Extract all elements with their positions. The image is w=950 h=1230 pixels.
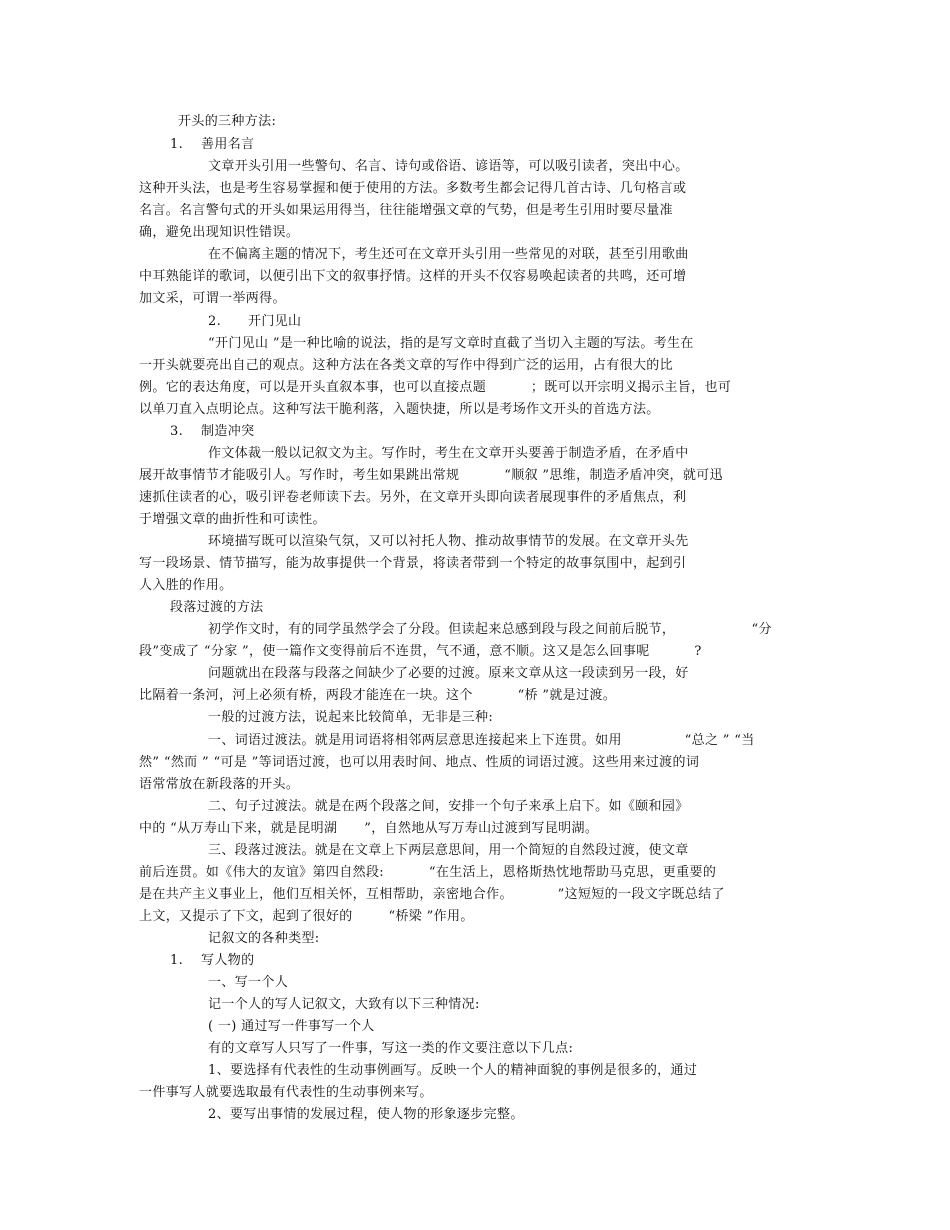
paragraph-line: 例。它的表达角度，可以是开头直叙本事，也可以直接点题 ；既可以开宗明义揭示主旨，也可 [139,380,732,395]
paragraph-line: 作文体裁一般以记叙文为主。写作时，考生在文章开头要善于制造矛盾，在矛盾中 [208,446,689,461]
paragraph-line: 语常常放在新段落的开头。 [139,777,300,792]
paragraph-line: 2、要写出事情的发展过程，使人物的形象逐步完整。 [208,1107,524,1122]
heading-opening-methods: 开头的三种方法: [178,114,277,129]
heading-narrative-types: 记叙文的各种类型: [208,931,320,946]
paragraph-line: 环境描写既可以渲染气氛，又可以衬托人物、推动故事情节的发展。在文章开头先 [208,534,689,549]
paragraph-line: 确，避免出现知识性错误。 [139,225,300,240]
paragraph-line: “开门见山 ”是一种比喻的说法，指的是写文章时直截了当切入主题的写法。考生在 [208,336,694,351]
subheading-famous-quotes: 1. 善用名言 [170,137,255,152]
paragraph-line: 于增强文章的曲折性和可读性。 [139,512,326,527]
paragraph-line: 记一个人的写人记叙文，大致有以下三种情况: [208,997,480,1012]
paragraph-line: 写一段场景、情节描写，能为故事提供一个背景，将读者带到一个特定的故事氛围中，起到引 [139,556,687,571]
paragraph-line: 一开头就要亮出自己的观点。这种方法在各类文章的写作中得到广泛的运用，占有很大的比 [139,358,674,373]
paragraph-line: 上文，又提示了下文，起到了很好的 “桥梁 ”作用。 [139,909,474,924]
paragraph-line: 有的文章写人只写了一件事，写这一类的作文要注意以下几点: [208,1041,574,1056]
paragraph-line: 名言。名言警句式的开头如果运用得当，往往能增强文章的气势，但是考生引用时要尽量准 [139,203,674,218]
subheading-create-conflict: 3. 制造冲突 [170,424,255,439]
paragraph-line: 中的 “从万寿山下来，就是昆明湖 ”，自然地从写万寿山过渡到写昆明湖。 [139,821,599,836]
heading-paragraph-transitions: 段落过渡的方法 [170,600,264,615]
paragraph-line: 前后连贯。如《伟大的友谊》第四自然段: “在生活上，恩格斯热忱地帮助马克思，更重要的 [139,865,717,880]
subheading-straight-to-point: 2. 开门见山 [208,314,302,329]
paragraph-line: 在不偏离主题的情况下，考生还可在文章开头引用一些常见的对联，甚至引用歌曲 [208,247,689,262]
paragraph-line: 一般的过渡方法，说起来比较简单，无非是三种: [208,710,494,725]
paragraph-line: 问题就出在段落与段落之间缺少了必要的过渡。原来文章从这一段读到另一段，好 [208,666,689,681]
paragraph-line: 一、词语过渡法。就是用词语将相邻两层意思连接起来上下连贯。如用 “总之 ” “当 [208,733,755,748]
paragraph-line: 是在共产主义事业上，他们互相关怀，互相帮助，亲密地合作。 ”这短短的一段文字既总结了 [139,887,725,902]
paragraph-line: 二、句子过渡法。就是在两个段落之间，安排一个句子来承上启下。如《颐和园》 [208,799,689,814]
paragraph-line: 三、段落过渡法。就是在文章上下两层意思间，用一个简短的自然段过渡，使文章 [208,843,689,858]
paragraph-line: 段”变成了 “分家 ”，使一篇作文变得前后不连贯，气不通，意不顺。这又是怎么回事呢 ? [139,644,702,659]
paragraph-line: 以单刀直入点明论点。这种写法干脆利落，入题快捷，所以是考场作文开头的首选方法。 [139,402,660,417]
paragraph-line: 初学作文时，有的同学虽然学会了分段。但读起来总感到段与段之间前后脱节， “分 [208,622,772,637]
paragraph-line: 比隔着一条河，河上必须有桥，两段才能连在一块。这个 “桥 ”就是过渡。 [139,688,617,703]
subheading-one-event: ( 一) 通过写一件事写一个人 [208,1019,375,1034]
paragraph-line: 展开故事情节才能吸引人。写作时，考生如果跳出常规 “顺叙 ”思维，制造矛盾冲突，就可迅 [139,468,723,483]
paragraph-line: 这种开头法，也是考生容易掌握和便于使用的方法。多数考生都会记得几首古诗、几句格言或 [139,181,687,196]
paragraph-line: 1、要选择有代表性的生动事例画写。反映一个人的精神面貌的事例是很多的，通过 [208,1063,698,1078]
paragraph-line: 加文采，可谓一举两得。 [139,291,286,306]
paragraph-line: 人入胜的作用。 [139,578,233,593]
paragraph-line: 文章开头引用一些警句、名言、诗句或俗语、谚语等，可以吸引读者，突出中心。 [208,159,689,174]
paragraph-line: 然” “然而 ” “可是 ”等词语过渡，也可以用表时间、地点、性质的词语过渡。这些用来过渡的词 [139,755,700,770]
paragraph-line: 速抓住读者的心，吸引评卷老师读下去。另外，在文章开头即向读者展现事件的矛盾焦点，利 [139,490,687,505]
paragraph-line: 中耳熟能详的歌词，以便引出下文的叙事抒情。这样的开头不仅容易唤起读者的共鸣，还可增 [139,269,687,284]
subheading-one-person: 一、写一个人 [208,975,289,990]
subheading-writing-people: 1. 写人物的 [170,953,255,968]
paragraph-line: 一件事写人就要选取最有代表性的生动事例来写。 [139,1085,433,1100]
